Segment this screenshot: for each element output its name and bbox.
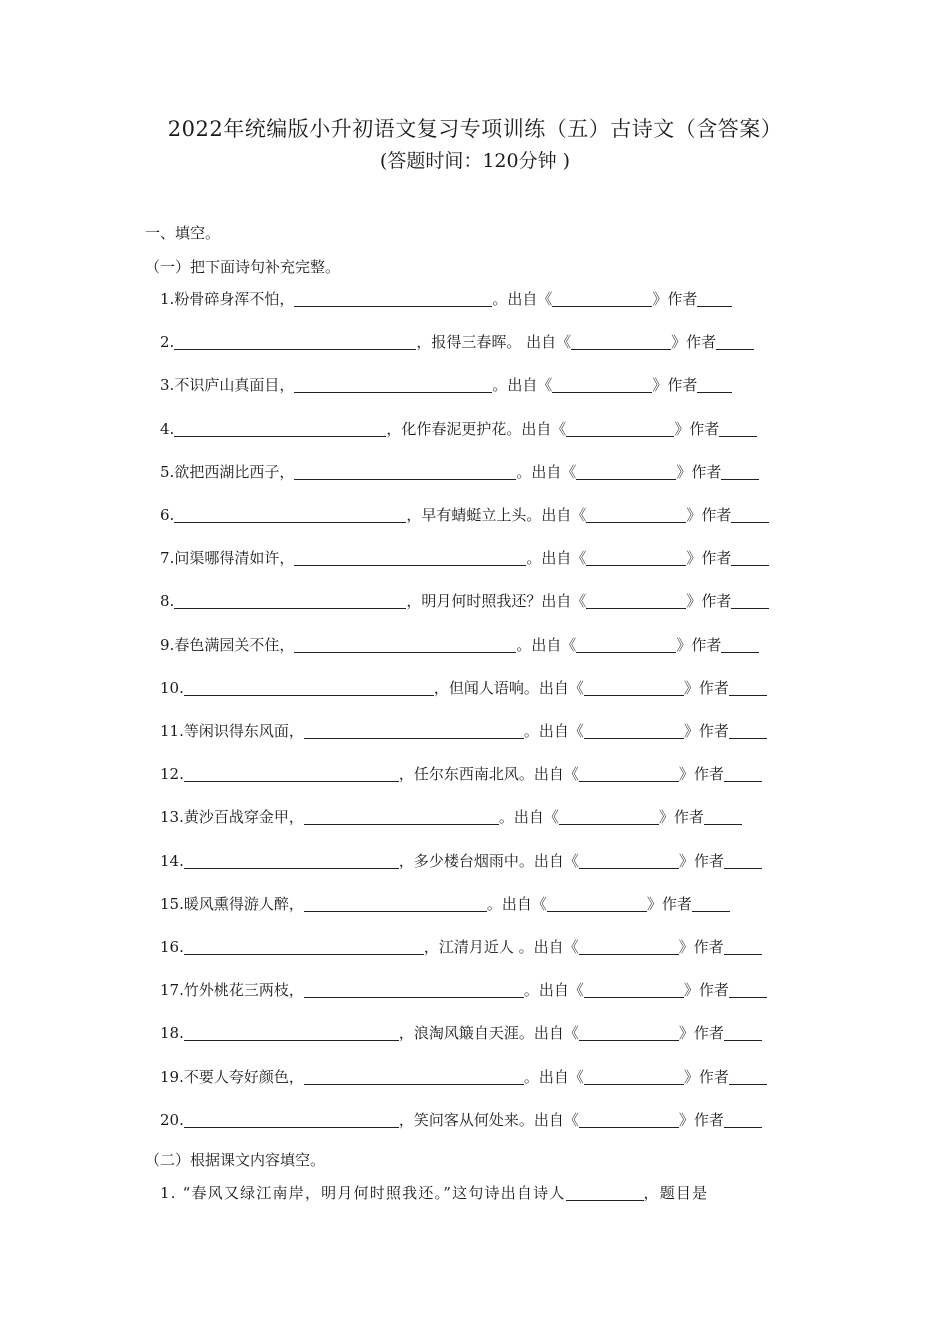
item-number: 14. (160, 851, 184, 870)
given-line: 不要人夸好颜色， (183, 1067, 304, 1086)
source-label: ，江清月近人 。出自《 (423, 938, 579, 956)
source-label: 。出自《 (526, 549, 587, 568)
item-number: 6. (160, 506, 175, 524)
poem-item (160, 721, 767, 741)
source-label: ，浪淘风簸自天涯。出自《 (398, 1024, 579, 1043)
answer-blank-line[interactable] (174, 333, 416, 350)
answer-blank-line[interactable] (184, 938, 424, 955)
question-2-1 (160, 1182, 810, 1203)
given-line: 问渠哪得清如许， (174, 549, 295, 568)
poem-item (160, 462, 759, 482)
given-line: 不识庐山真面目， (174, 376, 295, 395)
item-number: 13. (160, 808, 184, 827)
answer-blank-title[interactable] (584, 722, 684, 739)
source-label: 。出自《 (498, 808, 559, 827)
part-heading-text-content: （二）根据课文内容填空。 (145, 1151, 326, 1169)
item-number: 5. (160, 462, 175, 481)
answer-blank-author[interactable] (697, 290, 732, 307)
answer-blank-line[interactable] (184, 1111, 399, 1128)
given-line: 暖风熏得游人醉， (183, 894, 304, 913)
poem-item (160, 1023, 762, 1043)
poem-item (160, 851, 762, 871)
answer-blank-line[interactable] (184, 679, 434, 696)
poem-item (160, 505, 769, 525)
answer-blank-line[interactable] (294, 549, 526, 566)
answer-blank-author[interactable] (729, 679, 767, 696)
item-number: 8. (160, 592, 175, 611)
source-label: 。出自《 (492, 376, 553, 395)
page-title: 2022年统编版小升初语文复习专项训练（五）古诗文（含答案） (167, 117, 783, 141)
item-number: 2. (160, 333, 175, 352)
answer-blank-line[interactable] (294, 290, 492, 307)
author-label: 》作者 (686, 592, 732, 611)
source-label: 。出自《 (523, 981, 584, 1000)
author-label: 》作者 (683, 678, 729, 697)
answer-blank-author[interactable] (721, 463, 759, 480)
item-number: 11. (160, 722, 184, 740)
answer-blank-title[interactable] (552, 376, 652, 393)
item-number: 16. (160, 938, 184, 956)
item-number: 17. (160, 981, 184, 1000)
source-label: ，早有蜻蜓立上头。出自《 (406, 506, 587, 524)
item-number: 7. (160, 549, 175, 568)
poem-item (160, 1067, 767, 1087)
given-line: 粉骨碎身浑不怕， (174, 290, 295, 308)
author-label: 》作者 (671, 333, 717, 352)
item-number: 19. (160, 1067, 184, 1086)
answer-blank-line[interactable] (294, 463, 516, 480)
answer-blank-title[interactable] (579, 765, 679, 782)
item-number: 1. (160, 290, 175, 308)
answer-blank-line[interactable] (174, 506, 406, 523)
answer-blank-author[interactable] (724, 1111, 762, 1128)
time-limit: (答题时间：120分钟 ) (379, 150, 571, 172)
part-heading-complete-poems: （一）把下面诗句补充完整。 (145, 258, 341, 276)
question-text: 1. “春风又绿江南岸，明月何时照我还。”这句诗出自诗人 (160, 1184, 566, 1202)
answer-blank-author[interactable] (692, 895, 730, 912)
source-label: ，任尔东西南北风。出自《 (398, 765, 579, 784)
author-label: 》作者 (678, 1024, 724, 1043)
answer-blank-author[interactable] (716, 333, 754, 350)
poem-item (160, 764, 762, 784)
source-label: 。出自《 (523, 1067, 584, 1086)
answer-blank-title[interactable] (547, 895, 647, 912)
poem-item (160, 980, 767, 1000)
poem-item (160, 375, 732, 395)
answer-blank-title[interactable] (584, 679, 684, 696)
poem-item (160, 548, 769, 568)
answer-blank-line[interactable] (294, 636, 516, 653)
source-label: ，报得三春晖。 出自《 (416, 333, 572, 352)
answer-blank-title[interactable] (576, 463, 676, 480)
item-number: 3. (160, 376, 175, 395)
answer-blank-title[interactable] (584, 1068, 684, 1085)
answer-blank-line[interactable] (294, 376, 492, 393)
poem-item (160, 678, 767, 698)
author-label: 》作者 (658, 808, 704, 827)
answer-blank-title[interactable] (584, 981, 684, 998)
source-label: 。出自《 (516, 635, 577, 654)
answer-blank-line[interactable] (304, 722, 524, 739)
given-line: 等闲识得东风面， (183, 722, 304, 740)
answer-blank-line[interactable] (174, 420, 386, 437)
answer-blank-line[interactable] (184, 1024, 399, 1041)
author-label: 》作者 (683, 1067, 729, 1086)
item-number: 9. (160, 635, 175, 654)
answer-blank-author[interactable] (729, 722, 767, 739)
answer-blank-title[interactable] (586, 549, 686, 566)
section-heading-fill-blank: 一、填空。 (145, 224, 221, 242)
source-label: 。出自《 (523, 722, 584, 740)
author-label: 》作者 (676, 462, 722, 481)
given-line: 欲把西湖比西子， (174, 462, 295, 481)
item-number: 4. (160, 419, 175, 438)
answer-blank-title[interactable] (571, 333, 671, 350)
answer-blank-title[interactable] (586, 592, 686, 609)
author-label: 》作者 (674, 419, 720, 438)
poem-item (160, 807, 742, 827)
answer-blank-line[interactable] (304, 808, 499, 825)
answer-blank-line[interactable] (184, 852, 399, 869)
answer-blank-line[interactable] (184, 765, 399, 782)
answer-blank-title[interactable] (579, 1111, 679, 1128)
answer-blank-line[interactable] (304, 1068, 524, 1085)
poem-item (160, 289, 732, 309)
answer-blank-line[interactable] (304, 981, 524, 998)
author-label: 》作者 (683, 981, 729, 1000)
answer-blank-author[interactable] (697, 376, 732, 393)
poem-item (160, 635, 759, 655)
answer-blank-author[interactable] (729, 1068, 767, 1085)
source-label: 。出自《 (486, 894, 547, 913)
item-number: 15. (160, 894, 184, 913)
source-label: 。出自《 (492, 290, 553, 308)
answer-blank-title[interactable] (559, 808, 659, 825)
answer-blank-title[interactable] (579, 852, 679, 869)
item-number: 20. (160, 1110, 184, 1129)
answer-blank-title[interactable] (579, 938, 679, 955)
source-label: ，明月何时照我还？出自《 (406, 592, 587, 611)
author-label: 》作者 (676, 635, 722, 654)
poem-item (160, 894, 730, 914)
answer-blank-title[interactable] (579, 1024, 679, 1041)
answer-blank-author[interactable] (724, 1024, 762, 1041)
author-label: 》作者 (646, 894, 692, 913)
answer-blank-poet[interactable] (566, 1184, 644, 1201)
answer-blank-title[interactable] (586, 506, 686, 523)
answer-blank-author[interactable] (719, 420, 757, 437)
source-label: ，但闻人语响。出自《 (433, 678, 584, 697)
source-label: 。出自《 (516, 462, 577, 481)
answer-blank-title[interactable] (576, 636, 676, 653)
answer-blank-author[interactable] (721, 636, 759, 653)
answer-blank-line[interactable] (304, 895, 487, 912)
poem-item (160, 591, 769, 611)
answer-blank-author[interactable] (731, 506, 769, 523)
author-label: 》作者 (652, 376, 698, 395)
author-label: 》作者 (678, 1110, 724, 1129)
author-label: 》作者 (678, 765, 724, 784)
question-text-tail: ，题目是 (643, 1184, 709, 1202)
author-label: 》作者 (652, 290, 698, 308)
author-label: 》作者 (678, 851, 724, 870)
answer-blank-author[interactable] (724, 765, 762, 782)
answer-blank-author[interactable] (724, 852, 762, 869)
answer-blank-author[interactable] (704, 808, 742, 825)
author-label: 》作者 (686, 549, 732, 568)
answer-blank-author[interactable] (731, 592, 769, 609)
given-line: 竹外桃花三两枝， (183, 981, 304, 1000)
poem-item (160, 332, 754, 352)
author-label: 》作者 (678, 938, 724, 956)
answer-blank-line[interactable] (174, 592, 406, 609)
source-label: ，化作春泥更护花。出自《 (386, 419, 567, 438)
poem-item (160, 1110, 762, 1130)
answer-blank-title[interactable] (552, 290, 652, 307)
author-label: 》作者 (686, 506, 732, 524)
answer-blank-author[interactable] (729, 981, 767, 998)
given-line: 春色满园关不住， (174, 635, 295, 654)
author-label: 》作者 (683, 722, 729, 740)
given-line: 黄沙百战穿金甲， (183, 808, 304, 827)
item-number: 10. (160, 678, 184, 697)
answer-blank-title[interactable] (566, 420, 674, 437)
source-label: ，笑问客从何处来。出自《 (398, 1110, 579, 1129)
poem-item (160, 937, 762, 957)
item-number: 18. (160, 1024, 184, 1043)
source-label: ，多少楼台烟雨中。出自《 (398, 851, 579, 870)
item-number: 12. (160, 765, 184, 784)
poem-item (160, 419, 757, 439)
answer-blank-author[interactable] (724, 938, 762, 955)
answer-blank-author[interactable] (731, 549, 769, 566)
